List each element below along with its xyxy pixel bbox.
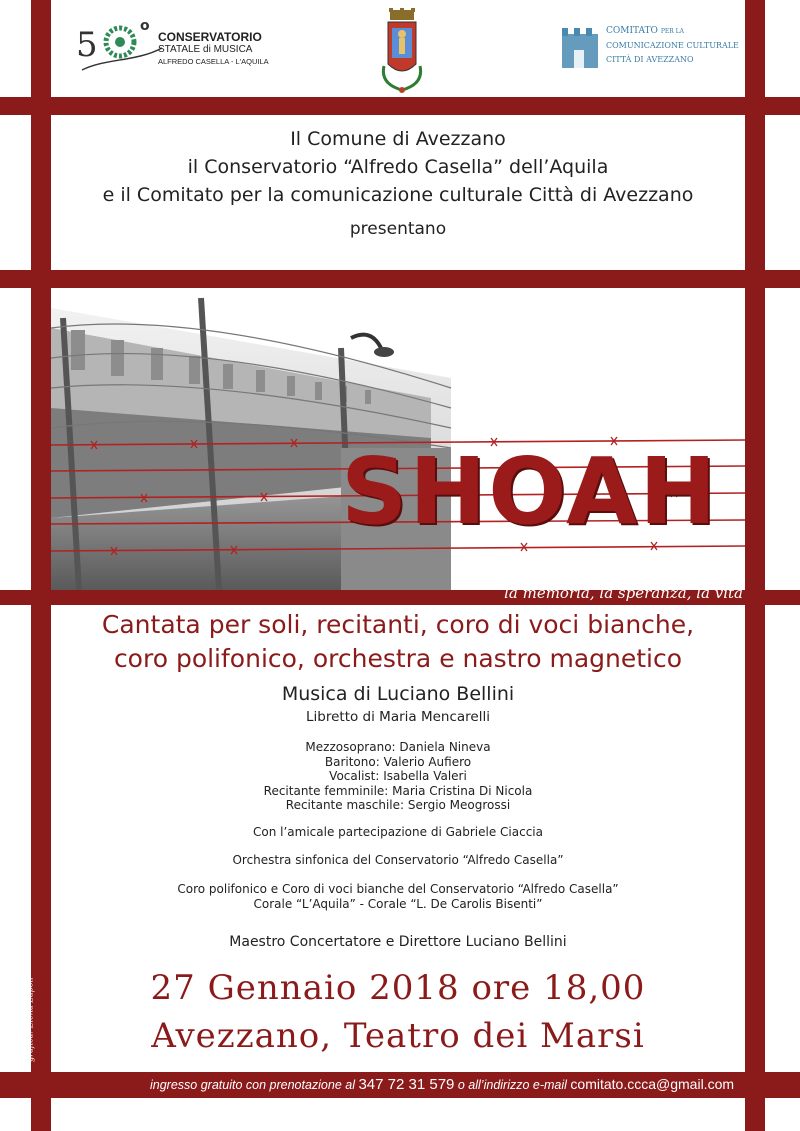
banner-subtitle: la memoria, la speranza, la vita <box>504 584 743 602</box>
work-title-line1: Cantata per soli, recitanti, coro di voci bianche, <box>101 610 695 639</box>
svg-text:5: 5 <box>76 25 98 65</box>
castle-icon <box>558 22 602 70</box>
top-horizontal-bar <box>0 97 800 115</box>
event-date: 27 Gennaio 2018 ore 18,00 <box>150 968 646 1008</box>
cast-member: Vocalist: Isabella Valeri <box>329 769 467 783</box>
conservatorio-emblem-icon <box>76 18 166 78</box>
presenter-comitato: e il Comitato per la comunicazione culturale Città di Avezzano <box>102 184 694 206</box>
work-title-line2: coro polifonico, orchestra e nastro magnetico <box>113 644 683 673</box>
choirs-line2: Corale “L’Aquila” - Corale “L. De Carolis Bisenti” <box>253 896 543 911</box>
conservatorio-line3: ALFREDO CASELLA - L'AQUILA <box>158 57 269 66</box>
choirs-block <box>51 882 745 911</box>
comitato-line3: CITTÀ DI AVEZZANO <box>606 55 694 64</box>
orchestra-line: Orchestra sinfonica del Conservatorio “Alfredo Casella” <box>232 853 564 867</box>
libretto-credit: Libretto di Maria Mencarelli <box>306 709 490 725</box>
comitato-line2: COMUNICAZIONE CULTURALE <box>606 41 739 50</box>
banner-title: SHOAH <box>341 438 719 545</box>
presenter-comune: Il Comune di Avezzano <box>290 128 506 150</box>
shoah-banner <box>51 288 745 590</box>
conservatorio-line1: CONSERVATORIO <box>158 30 262 44</box>
work-block <box>51 608 745 726</box>
presenters-block <box>51 125 745 243</box>
comitato-line1 <box>606 26 684 36</box>
choirs-line1: Coro polifonico e Coro di voci bianche del Conservatorio “Alfredo Casella” <box>177 882 619 896</box>
graphic-credit: grafica: Elena Lupoli <box>25 977 35 1062</box>
maestro-line: Maestro Concertatore e Direttore Luciano Bellini <box>229 934 567 950</box>
comitato-small: PER LA <box>660 28 684 35</box>
conservatorio-logo <box>72 18 272 80</box>
city-coat-of-arms <box>374 6 430 96</box>
cast-member: Baritono: Valerio Aufiero <box>324 754 472 769</box>
comitato-word: COMITATO <box>606 26 658 36</box>
footer-info <box>150 1076 750 1093</box>
participation-line: Con l’amicale partecipazione di Gabriele Ciaccia <box>253 825 543 839</box>
conservatorio-line2: STATALE di MUSICA <box>158 44 253 55</box>
footer-prefix: ingresso gratuito con prenotazione al <box>150 1078 359 1092</box>
footer-phone[interactable]: 347 72 31 579 <box>358 1076 455 1093</box>
cast-member: Mezzosoprano: Daniela Nineva <box>305 740 491 754</box>
comitato-logo <box>558 22 738 74</box>
conservatorio-superscript: o <box>140 18 150 34</box>
right-vertical-bar <box>745 0 765 1131</box>
cast-list <box>51 740 745 813</box>
presenter-conservatorio: il Conservatorio “Alfredo Casella” dell’Aquila <box>187 156 609 178</box>
footer-middle: o all’indirizzo e-mail <box>454 1078 571 1092</box>
presenters-verb: presentano <box>349 219 447 239</box>
music-credit: Musica di Luciano Bellini <box>281 683 515 705</box>
event-place: Avezzano, Teatro dei Marsi <box>151 1016 645 1056</box>
cast-member: Recitante maschile: Sergio Meogrossi <box>285 798 511 812</box>
footer-email-link[interactable]: comitato.ccca@gmail.com <box>570 1076 735 1092</box>
upper-horizontal-bar <box>0 270 800 288</box>
cast-member: Recitante femminile: Maria Cristina Di Nicola <box>263 783 533 798</box>
coat-of-arms-icon <box>374 6 430 96</box>
